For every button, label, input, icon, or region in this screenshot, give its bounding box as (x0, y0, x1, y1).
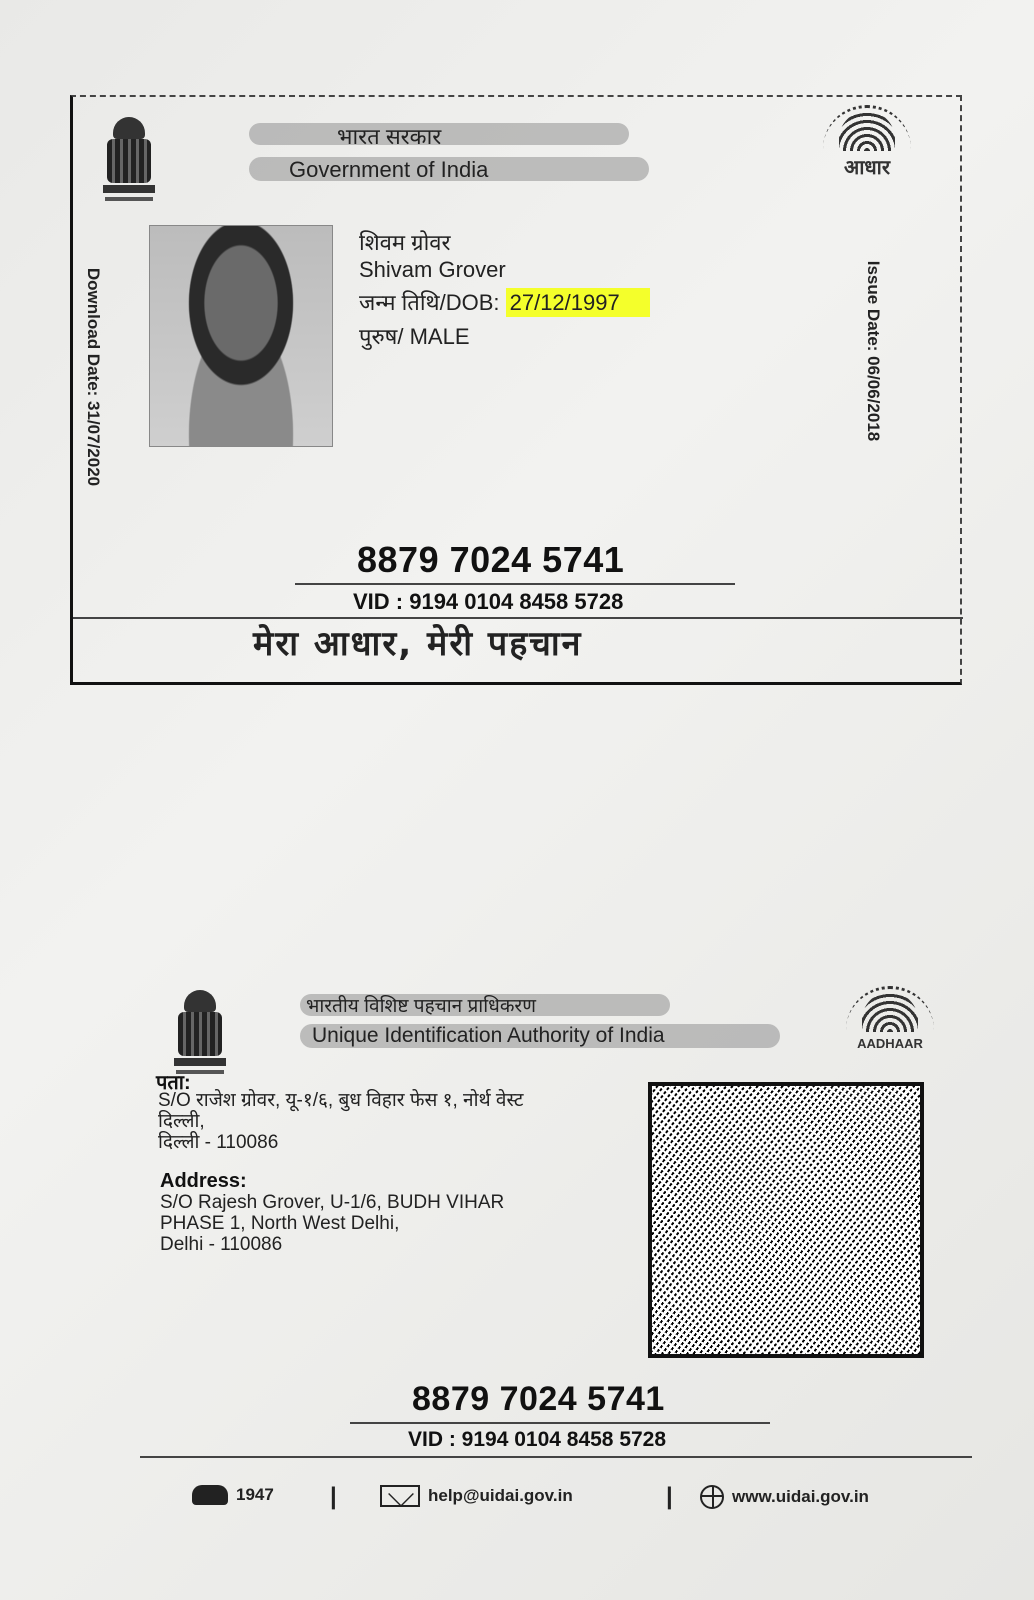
header-english: Unique Identification Authority of India (312, 1024, 665, 1047)
aadhaar-number: 8879 7024 5741 (357, 539, 625, 580)
mail-icon (380, 1485, 420, 1507)
name-english: Shivam Grover (359, 257, 506, 282)
footer-divider (140, 1456, 972, 1458)
gender: पुरुष/ MALE (359, 324, 470, 349)
aadhaar-logo-text: AADHAAR (857, 1036, 923, 1051)
aadhaar-logo-icon (817, 111, 917, 181)
number-underline (350, 1422, 770, 1424)
footer-phone (192, 1485, 274, 1505)
footer-website (700, 1485, 869, 1509)
national-emblem-icon (101, 117, 157, 203)
download-date: Download Date: 31/07/2020 (84, 267, 103, 487)
dob-line (359, 287, 650, 317)
qr-code (648, 1082, 924, 1358)
issue-date: Issue Date: 06/06/2018 (864, 260, 883, 442)
aadhaar-back-card (140, 990, 972, 1530)
phone-icon (192, 1485, 228, 1505)
tagline: मेरा आधार, मेरी पहचान (253, 624, 583, 664)
footer-email (380, 1485, 573, 1507)
number-underline (295, 583, 735, 585)
website-url: www.uidai.gov.in (732, 1487, 869, 1506)
phone-number: 1947 (236, 1485, 274, 1504)
globe-icon (700, 1485, 724, 1509)
email-address: help@uidai.gov.in (428, 1486, 573, 1505)
aadhaar-number: 8879 7024 5741 (412, 1380, 665, 1418)
aadhaar-logo-icon (840, 992, 940, 1062)
dob-label: जन्म तिथि/DOB: (359, 290, 500, 315)
header-english: Government of India (289, 157, 489, 182)
address-label-english: Address: (160, 1170, 247, 1192)
header-hindi: भारतीय विशिष्ट पहचान प्राधिकरण (306, 996, 536, 1017)
vid-number: VID : 9194 0104 8458 5728 (353, 589, 624, 614)
footer-separator: | (330, 1483, 337, 1510)
footer-separator: | (666, 1483, 673, 1510)
header-hindi: भारत सरकार (337, 124, 442, 149)
address-label-hindi: पता: (156, 1072, 191, 1094)
address-hindi: S/O राजेश ग्रोवर, यू-१/६, बुध विहार फेस १, नोर्थ वेस्ट दिल्ली, दिल्ली - 110086 (158, 1090, 524, 1153)
name-hindi: शिवम ग्रोवर (359, 230, 451, 255)
aadhaar-logo-text: आधार (843, 157, 891, 179)
dob-value: 27/12/1997 (506, 288, 650, 317)
national-emblem-icon (172, 990, 228, 1076)
address-english: S/O Rajesh Grover, U-1/6, BUDH VIHAR PHASE 1, North West Delhi, Delhi - 110086 (160, 1192, 505, 1255)
holder-photo (149, 225, 333, 447)
aadhaar-front-card (70, 95, 962, 685)
vid-number: VID : 9194 0104 8458 5728 (408, 1428, 667, 1451)
